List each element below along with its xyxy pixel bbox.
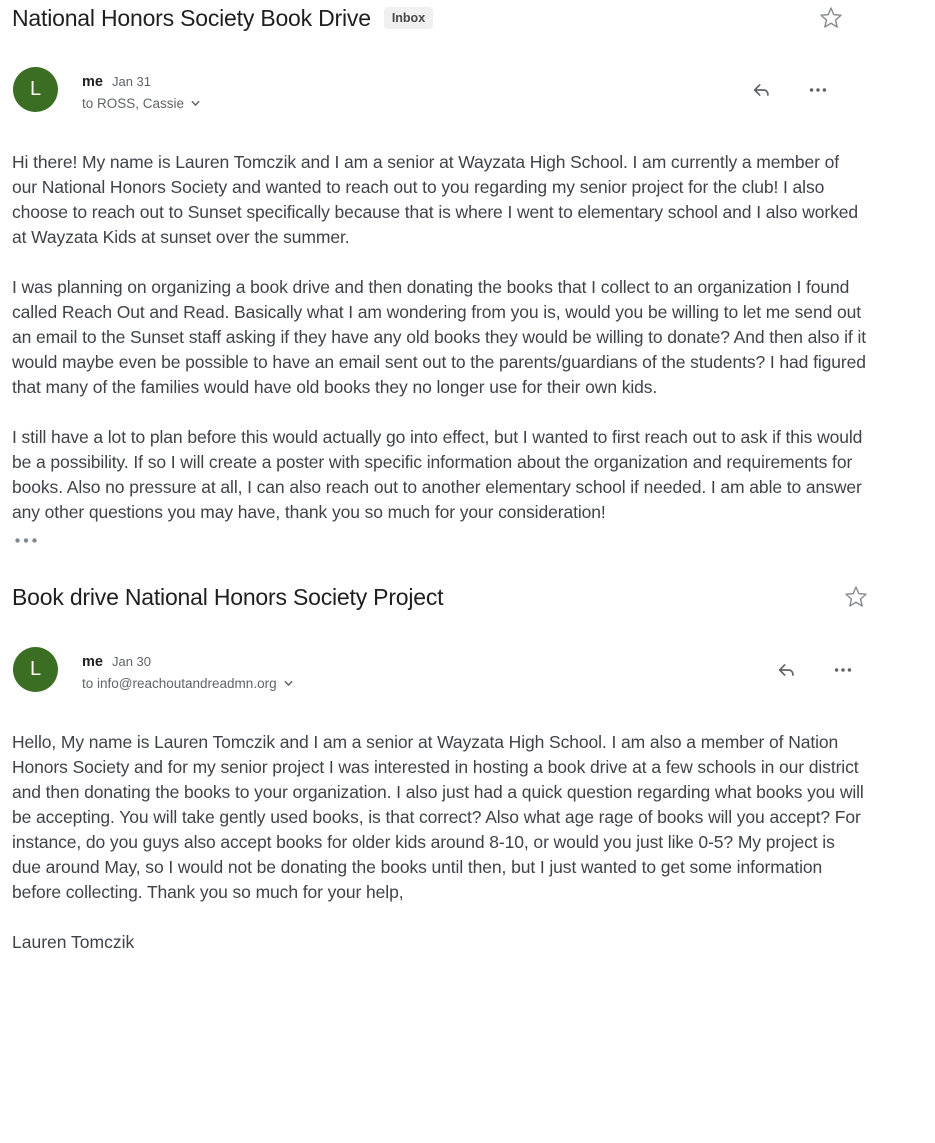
email-body (12, 150, 868, 525)
reply-button[interactable] (750, 78, 774, 102)
recipient-dropdown[interactable] (82, 676, 294, 691)
chevron-down-icon (190, 98, 201, 109)
reply-button[interactable] (775, 658, 799, 682)
body-paragraph: Hello, My name is Lauren Tomczik and I am a senior at Wayzata High School. I am also a member of Nation Honors Society and for my senior project I was interested in hosting a book drive at a few schools in our district and then donating the books to your organization. I also just had a quick question regarding what books you will be accepting. You will take gently used books, is that correct? Also what age rage of books will you accept? For instance, do you guys also accept books for older kids around 8-10, or would you just like 0-5? My project is due around May, so I would not be donating the books until then, but I just wanted to get some information before collecting. Thank you so much for your help, (12, 732, 864, 902)
recipient-dropdown[interactable] (82, 96, 201, 111)
star-icon (844, 585, 868, 609)
sender-avatar[interactable]: L (13, 67, 58, 112)
recipient-text: to info@reachoutandreadmn.org (82, 676, 277, 691)
reply-icon (776, 659, 798, 681)
more-horizontal-icon (832, 659, 854, 681)
recipient-text: to ROSS, Cassie (82, 96, 185, 111)
email-actions (750, 67, 830, 102)
thread-nhs-book-drive (12, 2, 935, 550)
star-button[interactable] (819, 6, 843, 30)
thread-book-drive-project (12, 581, 935, 955)
body-paragraph: Hi there! My name is Lauren Tomczik and I am a senior at Wayzata High School. I am currently a member of our National Honors Society and wanted to reach out to you regarding my senior project for the club! I also choose to reach out to Sunset specifically because that is where I went to elementary school and I also worked at Wayzata Kids at sunset over the summer. (12, 152, 859, 247)
sender-avatar[interactable]: L (13, 647, 58, 692)
email-actions (775, 647, 855, 682)
more-options-button[interactable] (806, 78, 830, 102)
more-horizontal-icon (807, 79, 829, 101)
subject-row (12, 2, 935, 34)
thread-subject: National Honors Society Book Drive (12, 5, 371, 31)
sender-row (82, 74, 201, 90)
email-header (12, 67, 935, 112)
star-icon (819, 6, 843, 30)
chevron-down-icon (283, 678, 294, 689)
sender-row (82, 654, 294, 670)
star-button[interactable] (844, 585, 868, 609)
sender-name: me (82, 654, 103, 670)
sender-info (82, 647, 294, 691)
email-header (12, 647, 935, 692)
sender-info (82, 67, 201, 111)
body-paragraph: I still have a lot to plan before this would actually go into effect, but I wanted to first reach out to ask if this would be a possibility. If so I will create a poster with specific information about the organization and requirements for books. Also no pressure at all, I can also reach out to another elementary school if needed. I am able to answer any other questions you may have, thank you so much for your consideration! (12, 427, 863, 522)
trimmed-dots-icon (13, 536, 39, 545)
inbox-label-badge[interactable]: Inbox (384, 7, 433, 30)
sender-name: me (82, 74, 103, 90)
more-options-button[interactable] (831, 658, 855, 682)
email-date: Jan 31 (111, 74, 152, 89)
signature-text: Lauren Tomczik (12, 932, 135, 952)
email-body (12, 730, 868, 905)
subject-row (12, 581, 935, 613)
reply-icon (751, 79, 773, 101)
show-trimmed-content-button[interactable] (12, 534, 40, 547)
thread-subject: Book drive National Honors Society Project (12, 584, 444, 610)
body-paragraph: I was planning on organizing a book drive and then donating the books that I collect to an organization I found called Reach Out and Read. Basically what I am wondering from you is, would you be willing to let me send out an email to the Sunset staff asking if they have any old books they would be willing to donate? And then also if it would maybe even be possible to have an email sent out to the parents/guardians of the students? I had figured that many of the families would have old books they no longer use for their own kids. (12, 277, 867, 397)
email-date: Jan 30 (111, 654, 152, 669)
